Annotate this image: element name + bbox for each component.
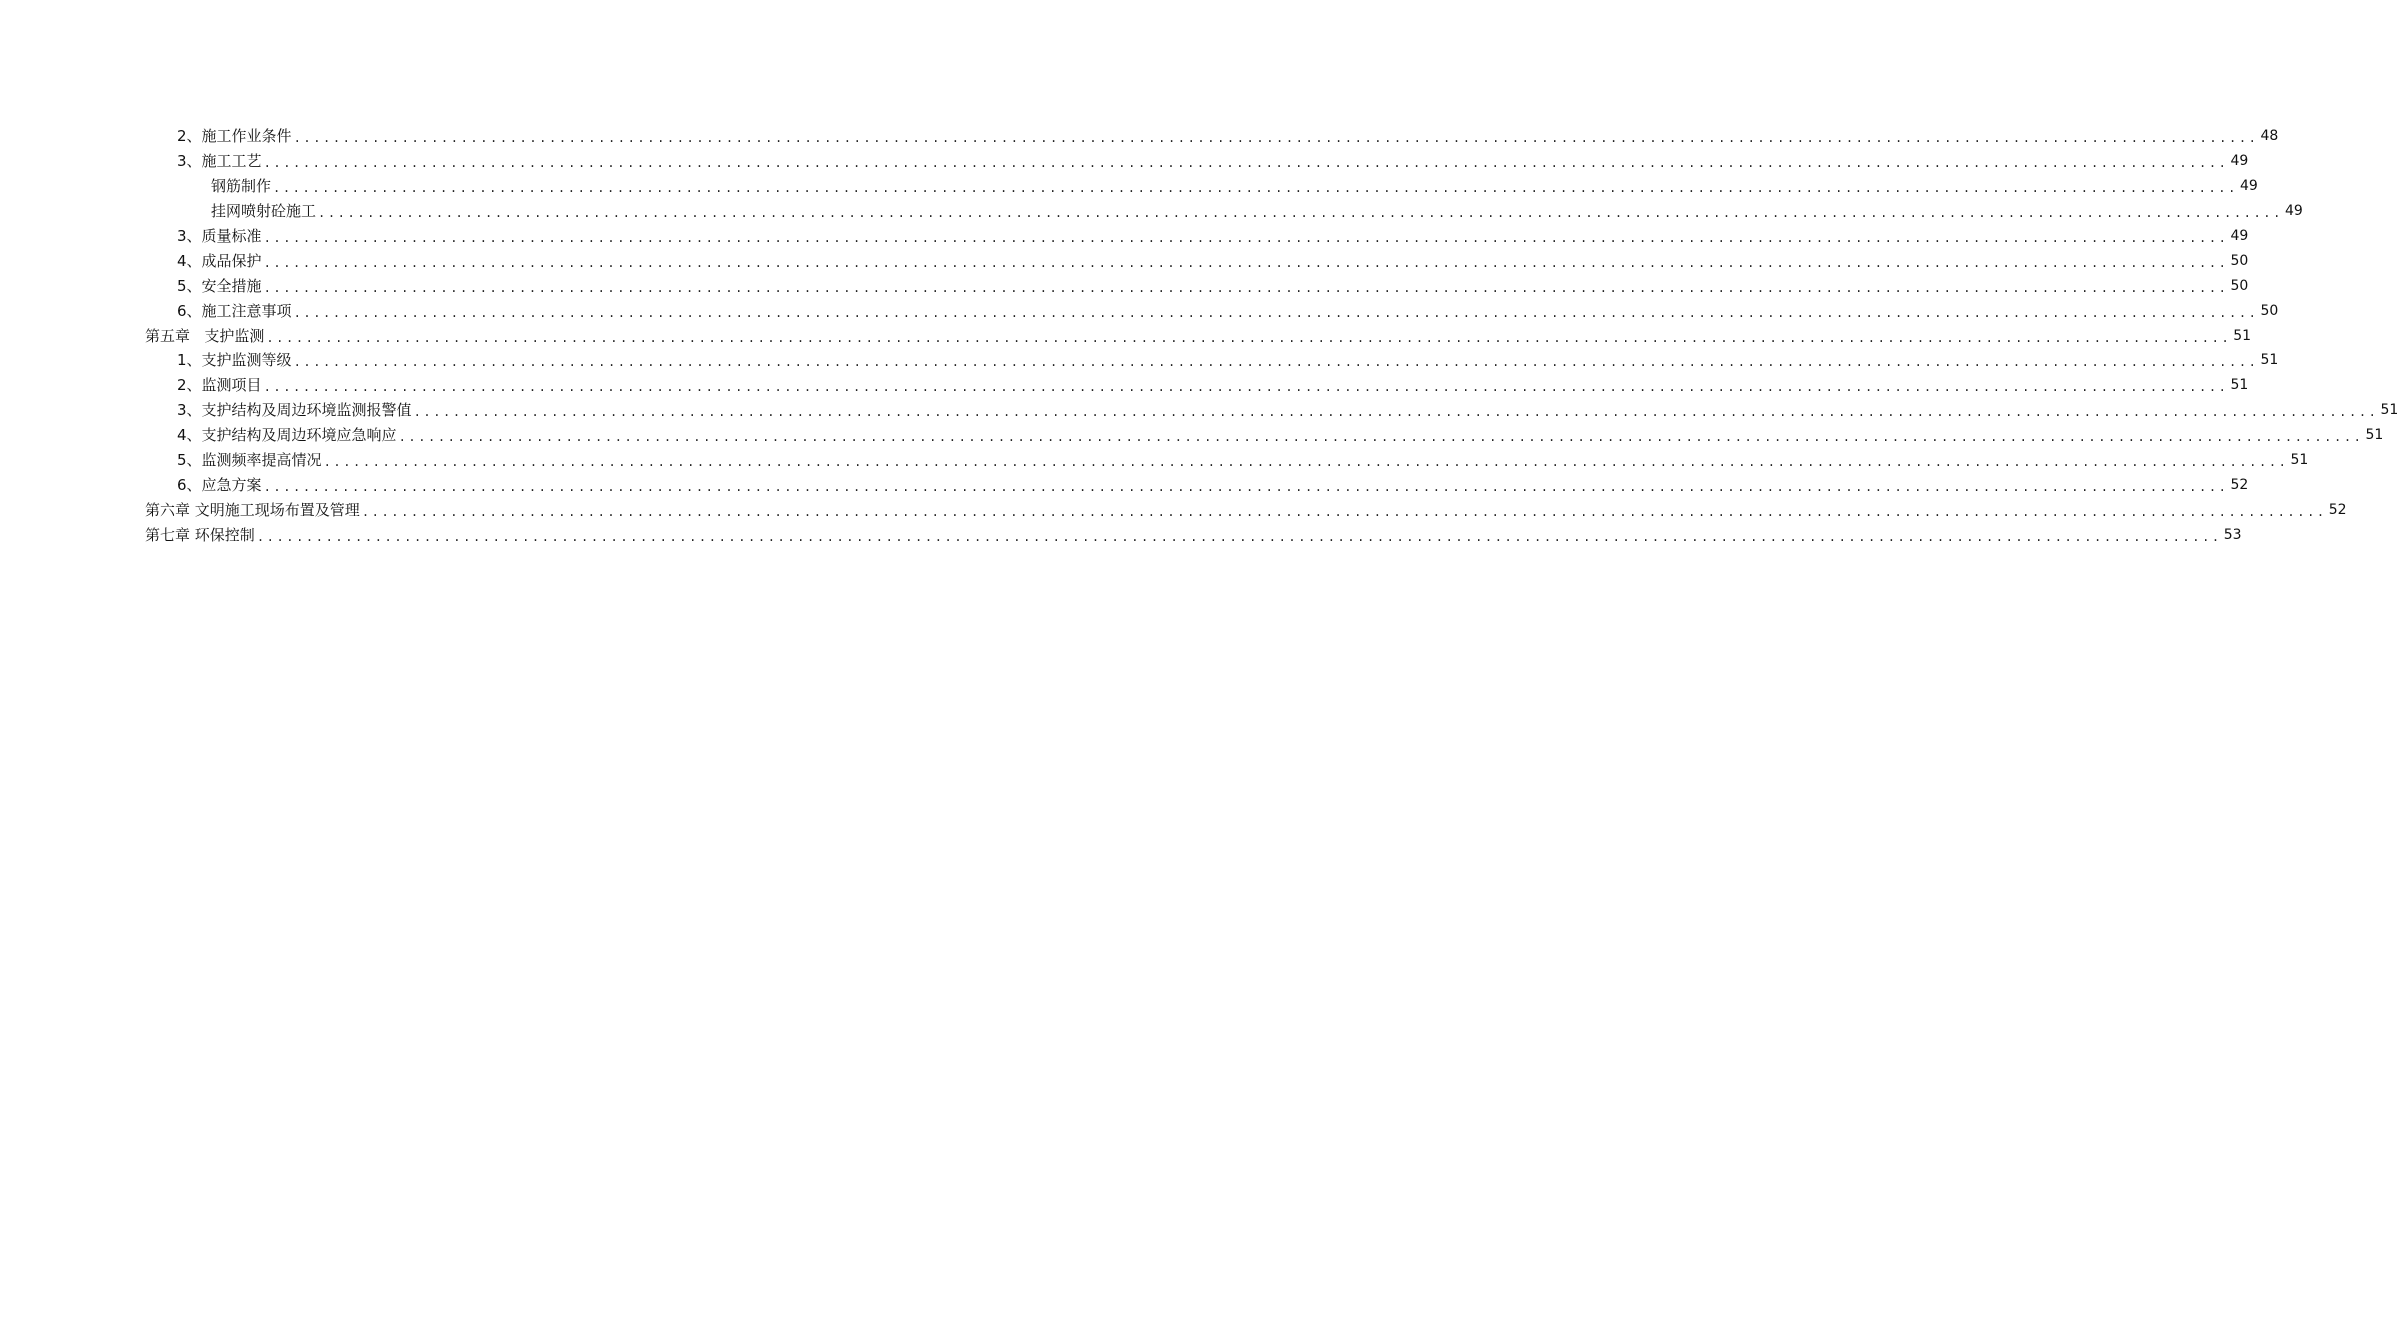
toc-entry-page-number: 48	[2260, 128, 2279, 145]
toc-entry-number: 第五章	[145, 326, 191, 345]
toc-entry[interactable]	[0, 273, 2249, 298]
toc-entry-title: 支护监测等级	[201, 351, 292, 370]
toc-entry-title: 支护结构及周边环境应急响应	[201, 426, 397, 445]
toc-dot-leader: ........................................................................................................................................................................................................	[263, 231, 2229, 245]
toc-entry-title: 成品保护	[201, 251, 262, 270]
toc-dot-leader: ........................................................................................................................................................................................................	[323, 455, 2289, 470]
toc-entry[interactable]	[0, 174, 2258, 199]
toc-dot-leader: ........................................................................................................................................................................................................	[263, 479, 2229, 494]
toc-entry-number: 3、	[177, 401, 202, 420]
table-of-contents	[0, 124, 2398, 547]
toc-entry[interactable]	[0, 248, 2249, 273]
toc-entry-number: 4、	[177, 426, 202, 445]
toc-entry[interactable]	[0, 472, 2249, 497]
toc-entry-title: 文明施工现场布置及管理	[194, 500, 360, 519]
toc-entry-title: 应急方案	[201, 475, 262, 494]
toc-entry-number: 4、	[177, 251, 202, 270]
toc-dot-leader: ........................................................................................................................................................................................................	[263, 255, 2229, 270]
toc-entry-title: 支护监测	[204, 326, 265, 345]
toc-entry-title: 监测项目	[201, 376, 262, 395]
toc-entry[interactable]	[0, 348, 2279, 373]
toc-entry-title: 施工作业条件	[201, 127, 292, 146]
toc-dot-leader: ........................................................................................................................................................................................................	[256, 529, 2222, 544]
toc-entry-number: 2、	[177, 376, 202, 395]
toc-dot-leader: ........................................................................................................................................................................................................	[293, 355, 2259, 370]
toc-entry-page-number: 51	[2230, 377, 2249, 394]
toc-entry-number: 3、	[177, 227, 202, 245]
toc-entry-page-number: 49	[2284, 203, 2303, 220]
toc-entry[interactable]	[0, 224, 2249, 249]
toc-entry-number: 6、	[177, 475, 202, 494]
toc-dot-leader: ........................................................................................................................................................................................................	[361, 504, 2327, 519]
toc-entry[interactable]	[0, 199, 2303, 224]
toc-entry-page-number: 49	[2230, 228, 2249, 244]
toc-entry-number: 1、	[177, 351, 202, 370]
toc-entry[interactable]	[0, 373, 2249, 398]
toc-entry-page-number: 50	[2230, 277, 2249, 294]
toc-entry-gap	[190, 324, 204, 348]
toc-entry-page-number: 49	[2239, 178, 2258, 195]
toc-entry-title: 挂网喷射砼施工	[211, 202, 317, 221]
toc-entry-number: 5、	[177, 276, 202, 295]
toc-entry-title: 施工注意事项	[201, 301, 292, 320]
toc-dot-leader: ........................................................................................................................................................................................................	[398, 430, 2364, 445]
toc-entry-number: 2、	[177, 127, 202, 146]
toc-dot-leader: ........................................................................................................................................................................................................	[266, 330, 2232, 345]
toc-entry-number: 3、	[177, 152, 202, 171]
toc-entry-page-number: 49	[2230, 153, 2249, 170]
toc-entry[interactable]	[0, 323, 2252, 348]
toc-dot-leader: ........................................................................................................................................................................................................	[293, 305, 2259, 320]
toc-entry-number: 5、	[177, 451, 202, 470]
toc-dot-leader: ........................................................................................................................................................................................................	[273, 181, 2238, 196]
toc-entry-page-number: 51	[2290, 452, 2309, 469]
toc-dot-leader: ........................................................................................................................................................................................................	[263, 380, 2229, 395]
toc-entry-page-number: 52	[2230, 476, 2249, 493]
toc-entry-title: 施工工艺	[201, 152, 262, 171]
toc-entry-number: 第七章	[145, 525, 191, 544]
toc-entry-number: 6、	[177, 301, 202, 320]
toc-entry-page-number: 50	[2260, 302, 2279, 319]
toc-entry-page-number: 51	[2365, 427, 2384, 444]
toc-entry-page-number: 53	[2223, 526, 2242, 543]
toc-entry-page-number: 50	[2230, 252, 2249, 269]
toc-entry[interactable]	[0, 423, 2384, 448]
toc-entry[interactable]	[0, 298, 2279, 323]
toc-entry-title: 支护结构及周边环境监测报警值	[201, 401, 412, 420]
toc-entry[interactable]	[0, 149, 2249, 174]
toc-entry-title: 钢筋制作	[211, 177, 272, 196]
toc-entry[interactable]	[0, 398, 2398, 423]
toc-entry-title: 安全措施	[201, 276, 262, 295]
toc-entry-page-number: 51	[2380, 402, 2398, 419]
toc-entry-page-number: 52	[2328, 501, 2347, 518]
toc-entry-title: 质量标准	[201, 227, 262, 245]
toc-entry[interactable]	[0, 522, 2242, 547]
toc-entry[interactable]	[0, 448, 2309, 473]
toc-entry-page-number: 51	[2260, 352, 2279, 369]
toc-dot-leader: ........................................................................................................................................................................................................	[293, 131, 2259, 146]
toc-dot-leader: ........................................................................................................................................................................................................	[263, 156, 2229, 171]
toc-dot-leader: ........................................................................................................................................................................................................	[413, 405, 2379, 420]
toc-entry-title: 环保控制	[194, 525, 255, 544]
toc-entry-page-number: 51	[2233, 327, 2252, 344]
toc-entry-title: 监测频率提高情况	[201, 451, 322, 470]
toc-entry-number: 第六章	[145, 500, 191, 519]
toc-entry[interactable]	[0, 124, 2279, 149]
toc-dot-leader: ........................................................................................................................................................................................................	[318, 206, 2283, 221]
toc-dot-leader: ........................................................................................................................................................................................................	[263, 280, 2229, 295]
toc-entry[interactable]	[0, 497, 2347, 522]
